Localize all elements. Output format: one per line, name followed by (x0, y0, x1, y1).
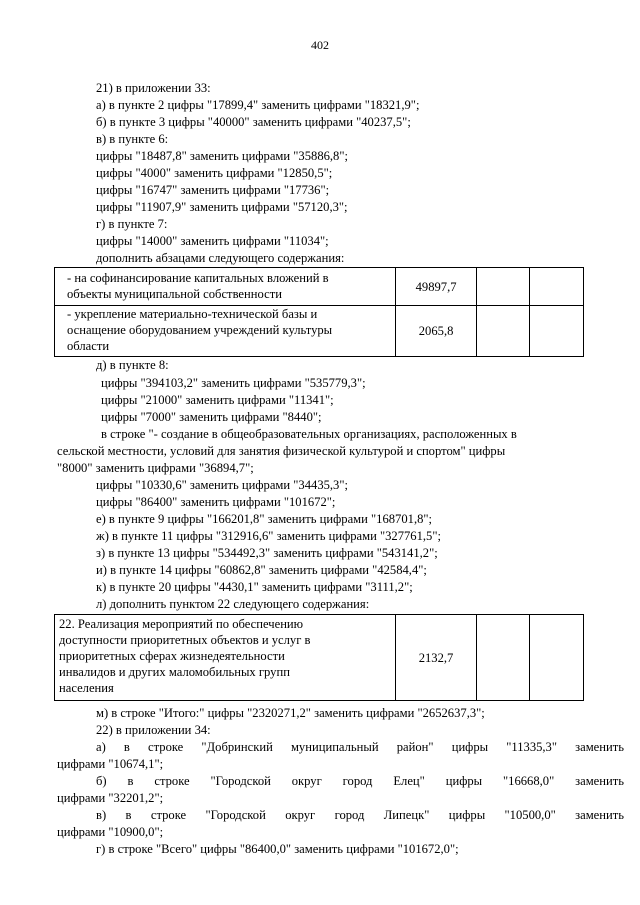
paragraph-line: в) в строке "Городской округ город Липецк" цифры "10500,0" заменить (96, 808, 624, 822)
paragraph-line: и) в пункте 14 цифры "60862,8" заменить цифрами "42584,4"; (96, 563, 427, 577)
cell-line: оснащение оборудованием учреждений культуры (67, 323, 333, 337)
table-cell-empty (477, 268, 530, 306)
table-cell-text (55, 268, 396, 306)
paragraph-line: цифры "16747" заменить цифрами "17736"; (96, 183, 330, 197)
paragraph-line: ж) в пункте 11 цифры "312916,6" заменить цифрами "327761,5"; (96, 529, 441, 543)
table-cell-text (55, 615, 396, 701)
paragraph-line: цифры "14000" заменить цифрами "11034"; (96, 234, 329, 248)
paragraph-line: 21) в приложении 33: (96, 81, 211, 95)
cell-line: области (67, 339, 110, 353)
table-cell-value: 49897,7 (395, 268, 477, 306)
cell-line: инвалидов и других маломобильных групп (59, 665, 290, 679)
paragraph-line: к) в пункте 20 цифры "4430,1" заменить цифрами "3111,2"; (96, 580, 413, 594)
paragraph-line: сельской местности, условий для занятия физической культурой и спортом" цифры (57, 444, 506, 458)
table-cell-empty (477, 306, 530, 357)
cell-line: населения (59, 681, 114, 695)
paragraph-line: цифры "394103,2" заменить цифрами "535779,3"; (101, 376, 366, 390)
paragraph-line: а) в пункте 2 цифры "17899,4" заменить цифрами "18321,9"; (96, 98, 420, 112)
cell-line: - на софинансирование капитальных вложений в (67, 271, 329, 285)
paragraph-line: цифрами "10674,1"; (57, 757, 164, 771)
cell-line: - укрепление материально-технической базы и (67, 307, 318, 321)
cell-line: объекты муниципальной собственности (67, 287, 282, 301)
table-cell-empty (477, 615, 530, 701)
paragraph-line: в) в пункте 6: (96, 132, 169, 146)
page-number: 402 (311, 38, 329, 52)
table-funding-items (54, 267, 584, 357)
paragraph-line: б) в строке "Городской округ город Елец" цифры "16668,0" заменить (96, 774, 624, 788)
paragraph-line: цифры "10330,6" заменить цифрами "34435,3"; (96, 478, 348, 492)
table-row (55, 306, 584, 357)
paragraph-line: цифры "7000" заменить цифрами "8440"; (101, 410, 322, 424)
paragraph-line: дополнить абзацами следующего содержания: (96, 251, 345, 265)
table-cell-value: 2132,7 (395, 615, 477, 701)
cell-line: доступности приоритетных объектов и услуг в (59, 633, 311, 647)
paragraph-line: цифры "21000" заменить цифрами "11341"; (101, 393, 334, 407)
paragraph-line: е) в пункте 9 цифры "166201,8" заменить цифрами "168701,8"; (96, 512, 433, 526)
table-cell-empty (530, 268, 584, 306)
paragraph-line: цифры "4000" заменить цифрами "12850,5"; (96, 166, 333, 180)
paragraph-line: цифрами "32201,2"; (57, 791, 164, 805)
paragraph-line: 22) в приложении 34: (96, 723, 211, 737)
paragraph-line: в строке "- создание в общеобразовательных организациях, расположенных в (101, 427, 517, 441)
table-cell-empty (530, 615, 584, 701)
table-item-22 (54, 614, 584, 701)
paragraph-line: цифры "11907,9" заменить цифрами "57120,3"; (96, 200, 348, 214)
table-row (55, 615, 584, 701)
table-cell-text (55, 306, 396, 357)
paragraph-line: цифры "18487,8" заменить цифрами "35886,8"; (96, 149, 348, 163)
table-cell-value: 2065,8 (395, 306, 477, 357)
paragraph-line: м) в строке "Итого:" цифры "2320271,2" заменить цифрами "2652637,3"; (96, 706, 485, 720)
paragraph-line: г) в строке "Всего" цифры "86400,0" заменить цифрами "101672,0"; (96, 842, 459, 856)
paragraph-line: "8000" заменить цифрами "36894,7"; (57, 461, 254, 475)
cell-line: 22. Реализация мероприятий по обеспечению (59, 617, 304, 631)
cell-line: приоритетных сферах жизнедеятельности (59, 649, 285, 663)
paragraph-line: з) в пункте 13 цифры "534492,3" заменить цифрами "543141,2"; (96, 546, 438, 560)
paragraph-line: б) в пункте 3 цифры "40000" заменить цифрами "40237,5"; (96, 115, 411, 129)
paragraph-line: г) в пункте 7: (96, 217, 168, 231)
paragraph-line: л) дополнить пунктом 22 следующего содержания: (96, 597, 370, 611)
paragraph-line: цифры "86400" заменить цифрами "101672"; (96, 495, 336, 509)
paragraph-line: а) в строке "Добринский муниципальный район" цифры "11335,3" заменить (96, 740, 624, 754)
table-row (55, 268, 584, 306)
paragraph-line: цифрами "10900,0"; (57, 825, 164, 839)
paragraph-line: д) в пункте 8: (96, 358, 169, 372)
table-cell-empty (530, 306, 584, 357)
